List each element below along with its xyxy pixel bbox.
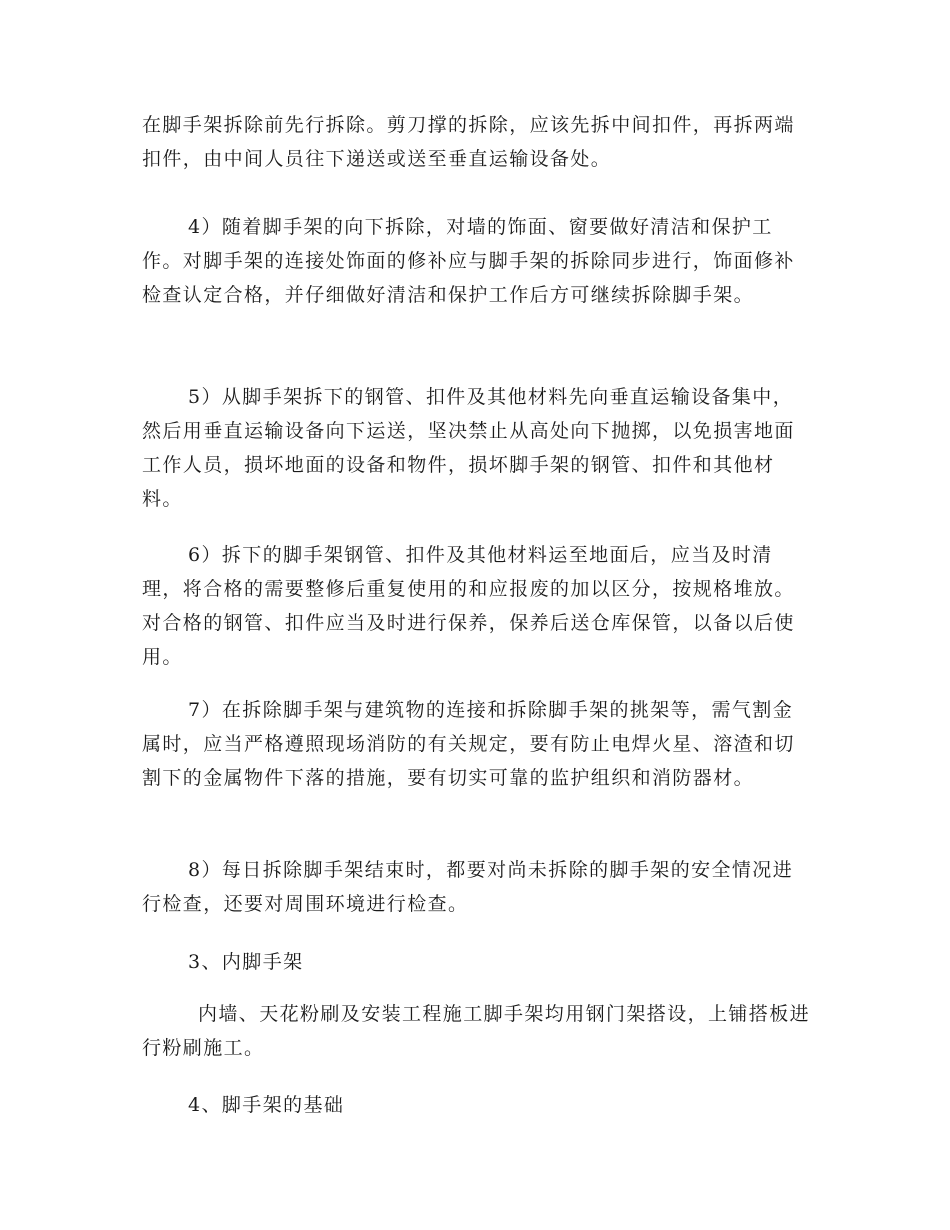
paragraph-item-6: 6）拆下的脚手架钢管、扣件及其他材料运至地面后，应当及时清理，将合格的需要整修后重复使用的和应报废的加以区分，按规格堆放。对合格的钢管、扣件应当及时进行保养，保养后送仓库保管，以备以后使用。	[142, 544, 795, 668]
paragraph-inner-scaffold: 内墙、天花粉刷及安装工程施工脚手架均用钢门架搭设，上铺搭板进行粉刷施工。	[142, 1003, 811, 1059]
paragraph-item-8: 8）每日拆除脚手架结束时，都要对尚未拆除的脚手架的安全情况进行检查，还要对周围环境进行检查。	[142, 859, 794, 915]
paragraph-item-7: 7）在拆除脚手架与建筑物的连接和拆除脚手架的挑架等，需气割金属时，应当严格遵照现场消防的有关规定，要有防止电焊火星、溶渣和切割下的金属物件下落的措施，要有切实可靠的监护组织和消防器材。	[142, 699, 795, 789]
section-heading-inner-scaffold: 3、内脚手架	[188, 951, 304, 973]
paragraph-scaffold-removal-continued: 在脚手架拆除前先行拆除。剪刀撑的拆除，应该先拆中间扣件，再拆两端扣件，由中间人员往下递送或送至垂直运输设备处。	[142, 114, 795, 170]
paragraph-item-4: 4）随着脚手架的向下拆除，对墙的饰面、窗要做好清洁和保护工作。对脚手架的连接处饰面的修补应与脚手架的拆除同步进行，饰面修补检查认定合格，并仔细做好清洁和保护工作后方可继续拆除脚手架。	[142, 216, 795, 306]
section-heading-scaffold-foundation: 4、脚手架的基础	[188, 1094, 345, 1116]
paragraph-item-5: 5）从脚手架拆下的钢管、扣件及其他材料先向垂直运输设备集中，然后用垂直运输设备向下运送，坚决禁止从高处向下抛掷，以免损害地面工作人员，损坏地面的设备和物件，损坏脚手架的钢管、扣件和其他材料。	[142, 386, 795, 510]
